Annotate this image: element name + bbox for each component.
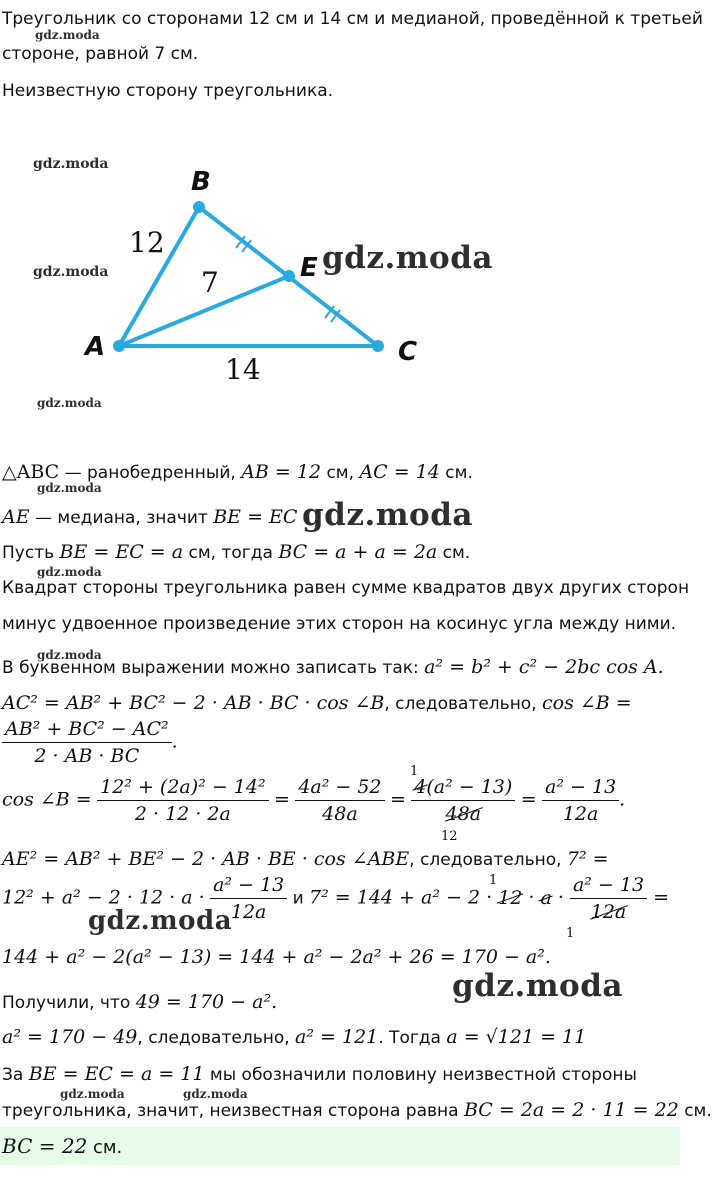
solution-line-12 (2, 946, 551, 969)
text: , следовательно, (137, 1028, 296, 1048)
math: 49 = 170 − a². (135, 991, 278, 1013)
text: см. (439, 463, 473, 483)
rule-line-2: минус удвоенное произведение этих сторон на косинус угла между ними. (2, 614, 677, 634)
triangle-figure (0, 150, 680, 450)
math: AB = 12 (241, 461, 322, 483)
text: . Тогда (378, 1028, 447, 1048)
watermark: gdz.moda (88, 906, 233, 936)
reduction-mark: 12 (441, 829, 458, 844)
watermark: gdz.moda (33, 156, 109, 172)
math: AC = 14 (359, 461, 440, 483)
watermark: gdz.moda (37, 481, 102, 495)
fraction-reduced: $\frac{\text{4(a² − 13)}}{48a}$ (411, 776, 515, 825)
watermark: gdz.moda (452, 968, 623, 1004)
math: AC² = AB² + BC² − 2 · AB · BC · cos ∠B (2, 692, 385, 714)
solution-line-6 (2, 656, 664, 679)
fraction: $\frac{\text{4a² − 52}}{48a}$ (295, 776, 384, 825)
math: BC = a + a = 2a (278, 541, 438, 563)
math: a² = 170 − 49 (2, 1026, 138, 1048)
solution-line-13 (2, 991, 277, 1014)
fraction (2, 718, 172, 767)
text: треугольника, значит, неизвестная сторона равна (2, 1101, 464, 1121)
solution-line-2 (2, 506, 297, 529)
text: Получили, что (2, 993, 136, 1013)
math: 12 (498, 886, 523, 909)
fraction-denominator: 2 · AB · BC (34, 745, 140, 767)
solution-line-16 (2, 1099, 712, 1122)
math: a = √121 = 11 (446, 1026, 587, 1048)
point-a (113, 340, 125, 352)
point-b (193, 201, 205, 213)
label-median-ae: 7 (201, 266, 219, 299)
label-side-ac: 14 (225, 353, 261, 386)
solution-line-3 (2, 541, 470, 564)
fraction: $\frac{\text{12² + (2a)² − 14²}}{2 \cdot 12 \cdot 2a}$ (97, 776, 268, 825)
text: , следовательно, (409, 850, 567, 870)
solution-line-15 (2, 1063, 637, 1086)
math: △ABC (2, 461, 60, 483)
text: см, (321, 463, 360, 483)
watermark: gdz.moda (35, 28, 100, 42)
math: cos ∠B = (542, 692, 632, 714)
math: a (540, 886, 552, 909)
fraction-numerator: AB² + BC² − AC² (2, 718, 172, 743)
answer-line (2, 1135, 122, 1159)
text: — ранобедренный, (59, 463, 242, 483)
task-question: Неизвестную сторону треугольника. (2, 81, 334, 101)
math: a² = 121 (295, 1026, 379, 1048)
label-c: C (398, 337, 418, 367)
math: BC = 2a = 2 · 11 = 22 (463, 1099, 679, 1121)
math: cos ∠B = (2, 788, 92, 811)
watermark: gdz.moda (302, 497, 473, 533)
fraction: $\frac{\text{a² − 13}}{12a}$ (210, 874, 287, 923)
math: AE² = AB² + BE² − 2 · AB · BE · cos ∠ABE (2, 848, 410, 870)
task-line-1: Треугольник со сторонами 12 см и 14 см и медианой, проведённой к третьей (2, 9, 703, 29)
math: BE = EC (213, 506, 298, 528)
text: Пусть (2, 543, 60, 563)
text: и (287, 888, 310, 909)
solution-line-9: cos ∠B = $\frac{\text{12² + (2a)² − 14²}}{2 \cdot 12 \cdot 2a}$ = $\frac{\text{4a² − 52}}{48a}$ = $\frac{\text{4(a² − 13)}}{48a}$ = $\frac{\text{a² − 13}}{12a}$ . (2, 776, 626, 825)
text: см. (87, 1137, 123, 1158)
solution-line-7 (2, 692, 632, 715)
label-e: E (300, 253, 318, 283)
reduction-mark: 1 (566, 926, 575, 941)
reduction-mark: 1 (410, 764, 419, 779)
math: a² = b² + c² − 2bc cos A. (424, 656, 664, 678)
text: , следовательно, (384, 694, 543, 714)
text: см. (437, 543, 471, 563)
math: AE (2, 506, 30, 528)
fraction: $\frac{\text{a² − 13}}{12a}$ (542, 776, 619, 825)
watermark: gdz.moda (37, 565, 102, 579)
text: мы обозначили половину неизвестной стороны (204, 1065, 637, 1085)
watermark: gdz.moda (60, 1087, 125, 1101)
fraction: $\frac{\text{a² − 13}}{12a}$ (570, 874, 647, 923)
watermark: gdz.moda (33, 264, 109, 280)
solution-line-1 (2, 461, 473, 484)
math: 7² = 144 + a² − 2 · (309, 886, 499, 909)
text: см. (678, 1101, 712, 1121)
label-side-ab: 12 (129, 226, 165, 259)
point-e (283, 270, 295, 282)
watermark: gdz.moda (37, 396, 102, 410)
text: За (2, 1065, 29, 1085)
solution-line-11: 12² + a² − 2 · 12 · a · $\frac{\text{a² − 13}}{12a}$ и 7² = 144 + a² − 2 · 12 · a · $\frac{\text{a² − 13}}{12a}$ = (2, 874, 670, 923)
watermark: gdz.moda (183, 1087, 248, 1101)
solution-line-8: $\frac{\text{AB² + BC² − AC²}}{2 \cdot AB \cdot BC}$ . (2, 718, 178, 764)
label-a: A (85, 332, 106, 362)
math: 12² + a² − 2 · 12 · a · (2, 886, 205, 909)
math: 7² = (566, 848, 609, 870)
watermark: gdz.moda (322, 240, 493, 276)
math: BE = EC = a = 11 (28, 1063, 205, 1085)
math: 144 + a² − 2(a² − 13) = 144 + a² − 2a² + 26 = 170 − a². (2, 946, 551, 968)
reduction-mark: 1 (489, 873, 498, 888)
solution-line-10 (2, 848, 609, 871)
text: В буквенном выражении можно записать так: (2, 658, 425, 678)
math: BE = EC = a (59, 541, 184, 563)
text: см, тогда (183, 543, 279, 563)
solution-line-14 (2, 1026, 586, 1049)
watermark: gdz.moda (37, 648, 102, 662)
rule-line-1: Квадрат стороны треугольника равен сумме квадратов двух других сторон (2, 578, 690, 598)
point-c (372, 340, 384, 352)
math: BC = 22 (2, 1134, 88, 1158)
task-line-2: стороне, равной 7 см. (2, 44, 199, 64)
text: — медиана, значит (29, 508, 214, 528)
label-b: B (191, 167, 211, 197)
